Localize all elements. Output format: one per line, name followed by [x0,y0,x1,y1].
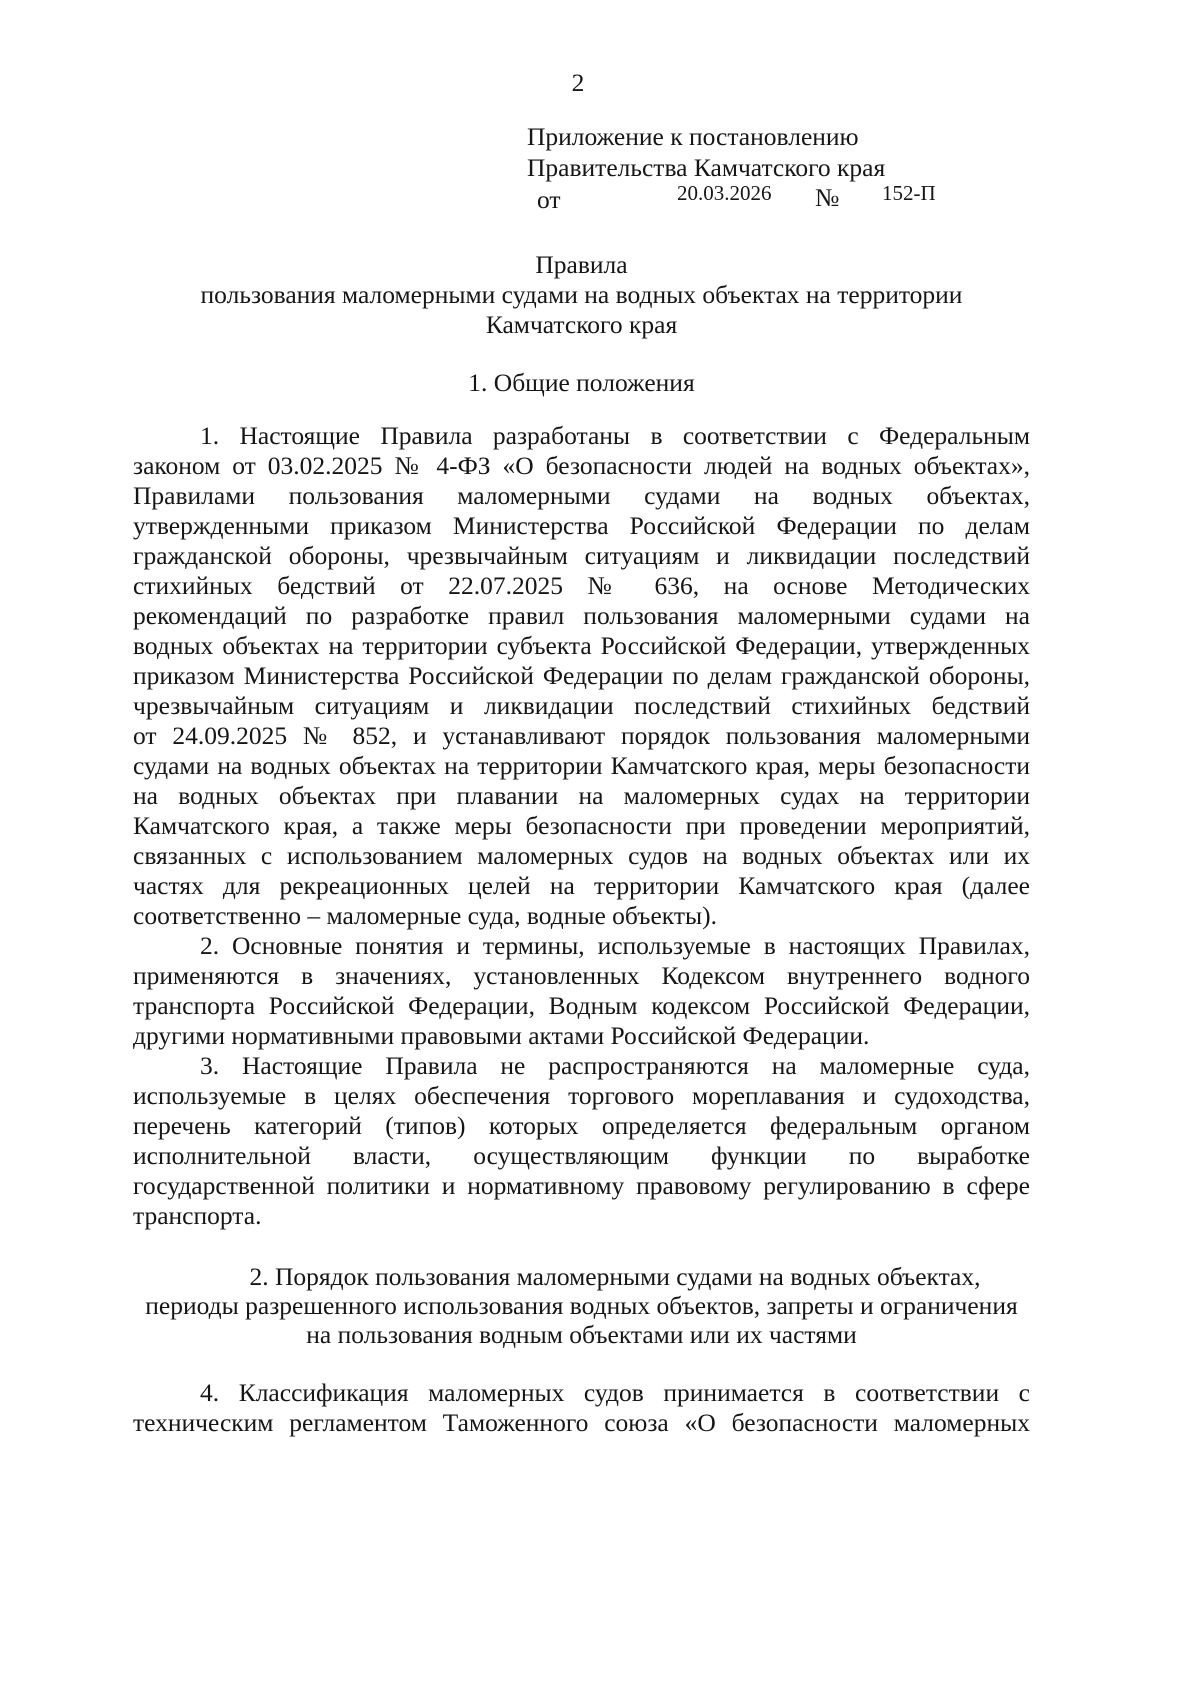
section-heading-line: на пользования водным объектами или их частями [306,1320,857,1349]
paragraph-line: применяются в значениях, установленных Кодексом внутреннего водного [133,961,1030,990]
paragraph-2 [133,931,1030,1051]
paragraph-4 [133,1378,1030,1438]
paragraph-line: транспорта Российской Федерации, Водным кодексом Российской Федерации, [133,991,1030,1020]
section-2-heading [133,1262,1030,1349]
paragraph-line: 1. Настоящие Правила разработаны в соответствии с Федеральным [200,421,1030,450]
document-title [133,250,1030,340]
appendix-date: 20.03.2026 [677,181,772,205]
paragraph-line: транспорта. [133,1201,262,1230]
section-heading-line: 2. Порядок пользования маломерными судами на водных объектах, [249,1262,981,1291]
section-2-body [133,1378,1030,1438]
paragraph-line: судами на водных объектах на территории Камчатского края, меры безопасности [133,751,1030,780]
paragraph-line: законом от 03.02.2025 № 4-ФЗ «О безопасности людей на водных объектах», [133,451,1030,480]
paragraph-line: от 24.09.2025 № 852, и устанавливают порядок пользования маломерными [133,721,1030,750]
paragraph-line: гражданской обороны, чрезвычайным ситуациям и ликвидации последствий [133,541,1030,570]
paragraph-line: утвержденными приказом Министерства Российской Федерации по делам [133,511,1030,540]
title-line-1: Правила [535,250,628,279]
section-1-heading [133,368,1030,398]
paragraph-line: техническим регламентом Таможенного союза «О безопасности маломерных [133,1408,1030,1437]
title-line-2: пользования маломерными судами на водных объектах на территории [200,280,963,309]
paragraph-line: рекомендаций по разработке правил пользования маломерными судами на [133,601,1030,630]
paragraph-line: перечень категорий (типов) которых определяется федеральным органом [133,1111,1030,1140]
appendix-line-2: Правительства Камчатского края [527,153,886,182]
paragraph-line: стихийных бедствий от 22.07.2025 № 636, на основе Методических [133,571,1030,600]
appendix-line-1: Приложение к постановлению [527,122,859,151]
page-number: 2 [571,68,585,97]
paragraph-line: 3. Настоящие Правила не распространяются на маломерные суда, [200,1051,1030,1080]
paragraph-line: связанных с использованием маломерных судов на водных объектах или их [133,841,1030,870]
section-1-body [133,421,1030,1231]
paragraph-line: соответственно – маломерные суда, водные объекты). [133,901,717,930]
paragraph-line: другими нормативными правовыми актами Российской Федерации. [133,1021,870,1050]
title-line-3: Камчатского края [485,310,678,339]
paragraph-line: Правилами пользования маломерными судами на водных объектах, [133,481,1030,510]
paragraph-3 [133,1051,1030,1231]
paragraph-line: частях для рекреационных целей на территории Камчатского края (далее [133,871,1030,900]
section-heading-line: 1. Общие положения [468,368,695,397]
appendix-from-label: от [537,185,561,214]
paragraph-line: государственной политики и нормативному правовому регулированию в сфере [133,1171,1030,1200]
paragraph-line: 2. Основные понятия и термины, используемые в настоящих Правилах, [200,931,1030,960]
paragraph-line: на водных объектах при плавании на маломерных судах на территории [133,781,1030,810]
paragraph-line: приказом Министерства Российской Федерации по делам гражданской обороны, [133,661,1030,690]
appendix-number-label: № [815,183,840,212]
section-heading-line: периоды разрешенного использования водных объектов, запреты и ограничения [145,1291,1018,1320]
paragraph-line: чрезвычайным ситуациям и ликвидации последствий стихийных бедствий [133,691,1030,720]
paragraph-1 [133,421,1030,931]
paragraph-line: 4. Классификация маломерных судов принимается в соответствии с [200,1378,1030,1407]
paragraph-line: Камчатского края, а также меры безопасности при проведении мероприятий, [133,811,1030,840]
paragraph-line: используемые в целях обеспечения торгового мореплавания и судоходства, [133,1081,1030,1110]
appendix-number: 152-П [882,181,936,205]
paragraph-line: исполнительной власти, осуществляющим функции по выработке [133,1141,1030,1170]
paragraph-line: водных объектах на территории субъекта Российской Федерации, утвержденных [133,631,1030,660]
